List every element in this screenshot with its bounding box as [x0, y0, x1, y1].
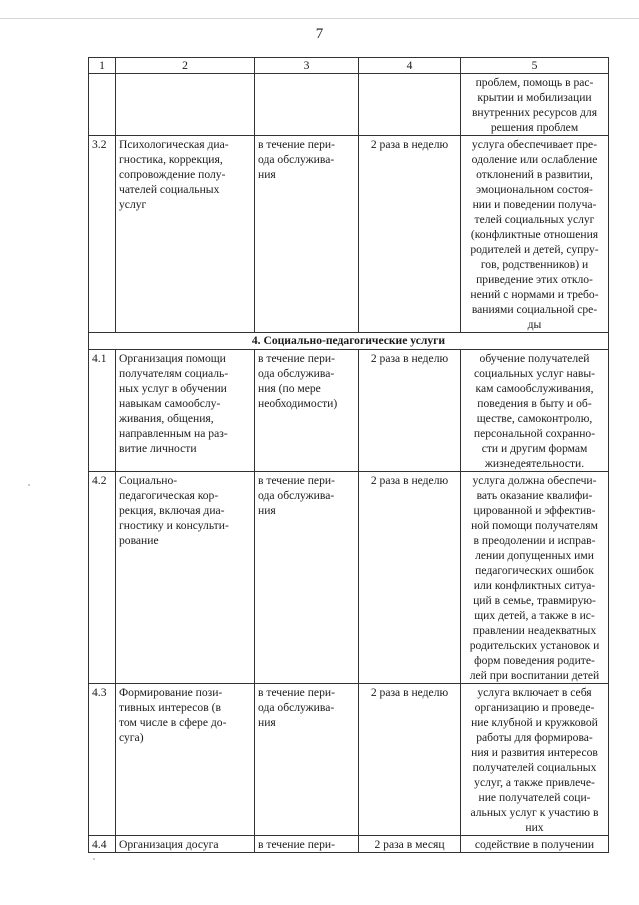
service-period: в течение пери- ода обслужива- ния (по мере необходимости): [258, 352, 338, 410]
cell-description: [461, 350, 609, 472]
section-title: 4. Социально-педагогические услуги: [89, 333, 609, 350]
page-number: 7: [315, 26, 324, 42]
cell-period: [255, 836, 359, 853]
service-description: услуга включает в себя организацию и проведе- ние клубной и кружковой работы для формирова- ния и развития интересов получателей социальных услуг, а также привлече- ние получателей соци- альных услуг к участию в них: [470, 686, 599, 834]
cell-num: [89, 472, 116, 684]
header-cell: 4: [359, 58, 461, 74]
row-number: 3.2: [92, 138, 107, 151]
service-period: в течение пери- ода обслужива- ния: [258, 138, 335, 181]
cell-name: [116, 350, 255, 472]
cell-num: [89, 136, 116, 333]
cell-description: [461, 684, 609, 836]
cell-name: [116, 136, 255, 333]
table-row: [89, 836, 609, 853]
table-header-row: [89, 58, 609, 74]
cell-period: [255, 350, 359, 472]
cell-period: [255, 136, 359, 333]
cell-period: [255, 472, 359, 684]
cell-frequency: [359, 684, 461, 836]
scan-speck: [93, 858, 95, 860]
section-row: [89, 333, 609, 350]
service-name: Социально- педагогическая кор- рекция, включая диа- гностику и консульти- рование: [119, 474, 229, 547]
cell-name: [116, 836, 255, 853]
cell-frequency: [359, 136, 461, 333]
table-row: [89, 472, 609, 684]
cell-num: [89, 74, 116, 136]
service-description: услуга обеспечивает пре- одоление или ослабление отклонений в развитии, эмоциональном состоя- нии и поведении получа- телей социальных услуг (конфликтные отношения родителей и детей, супру- гов, родственников) и приведение этих откло- нений с нормами и требо- ваниями социальной сре- ды: [470, 138, 599, 331]
service-name: Организация помощи получателям социаль- ных услуг в обучении навыкам самообслу- живания, общения, направленным на раз- витие личности: [119, 352, 229, 455]
row-number: 4.4: [92, 838, 107, 851]
cell-name: [116, 74, 255, 136]
cell-name: [116, 472, 255, 684]
services-table: [88, 57, 609, 853]
service-description: услуга должна обеспечи- вать оказание квалифи- цированной и эффектив- ной помощи получателям в преодолении и исправ- лении допущенных ими педагогических ошибок или конфликтных ситуа- ций в семье, травмирую- щих детей, а также в ис- правлении неадекватных родительских установок и форм поведения родите- лей при воспитании детей: [469, 474, 600, 682]
cell-description: [461, 74, 609, 136]
cell-frequency: [359, 74, 461, 136]
service-name: Организация досуга: [119, 838, 219, 851]
header-cell: 2: [116, 58, 255, 74]
cell-period: [255, 684, 359, 836]
service-name: Формирование пози- тивных интересов (в том числе в сфере до- суга): [119, 686, 227, 744]
row-number: 4.3: [92, 686, 107, 699]
table-row: [89, 684, 609, 836]
row-number: 4.1: [92, 352, 107, 365]
service-frequency: 2 раза в месяц: [374, 838, 445, 851]
service-name: Психологическая диа- гностика, коррекция, сопровождение полу- чателей социальных услуг: [119, 138, 229, 211]
service-frequency: 2 раза в неделю: [370, 686, 449, 699]
description-text: проблем, помощь в рас- крытии и мобилизации внутренних ресурсов для решения проблем: [471, 76, 598, 134]
cell-period: [255, 74, 359, 136]
cell-description: [461, 472, 609, 684]
row-number: 4.2: [92, 474, 107, 487]
cell-frequency: [359, 472, 461, 684]
service-period: в течение пери- ода обслужива- ния: [258, 474, 335, 517]
cell-num: [89, 350, 116, 472]
cell-num: [89, 684, 116, 836]
table-row-continuation: [89, 74, 609, 136]
scan-speck: [28, 484, 30, 486]
service-period: в течение пери- ода обслужива- ния: [258, 686, 335, 729]
scan-top-edge: [0, 18, 639, 19]
cell-frequency: [359, 836, 461, 853]
cell-description: [461, 136, 609, 333]
service-description: обучение получателей социальных услуг навы- кам самообслуживания, поведения в быту и об- ществе, самоконтролю, персональной сохранно- сти и другим формам жизнедеятельности.: [473, 352, 596, 470]
service-period: в течение пери-: [258, 838, 335, 851]
cell-frequency: [359, 350, 461, 472]
header-cell: 1: [89, 58, 116, 74]
cell-num: [89, 836, 116, 853]
cell-name: [116, 684, 255, 836]
cell-description: [461, 836, 609, 853]
service-frequency: 2 раза в неделю: [370, 352, 449, 365]
service-frequency: 2 раза в неделю: [370, 138, 449, 151]
header-cell: 5: [461, 58, 609, 74]
service-frequency: 2 раза в неделю: [370, 474, 449, 487]
table-row: [89, 136, 609, 333]
service-description: содействие в получении: [474, 838, 595, 851]
table-row: [89, 350, 609, 472]
header-cell: 3: [255, 58, 359, 74]
